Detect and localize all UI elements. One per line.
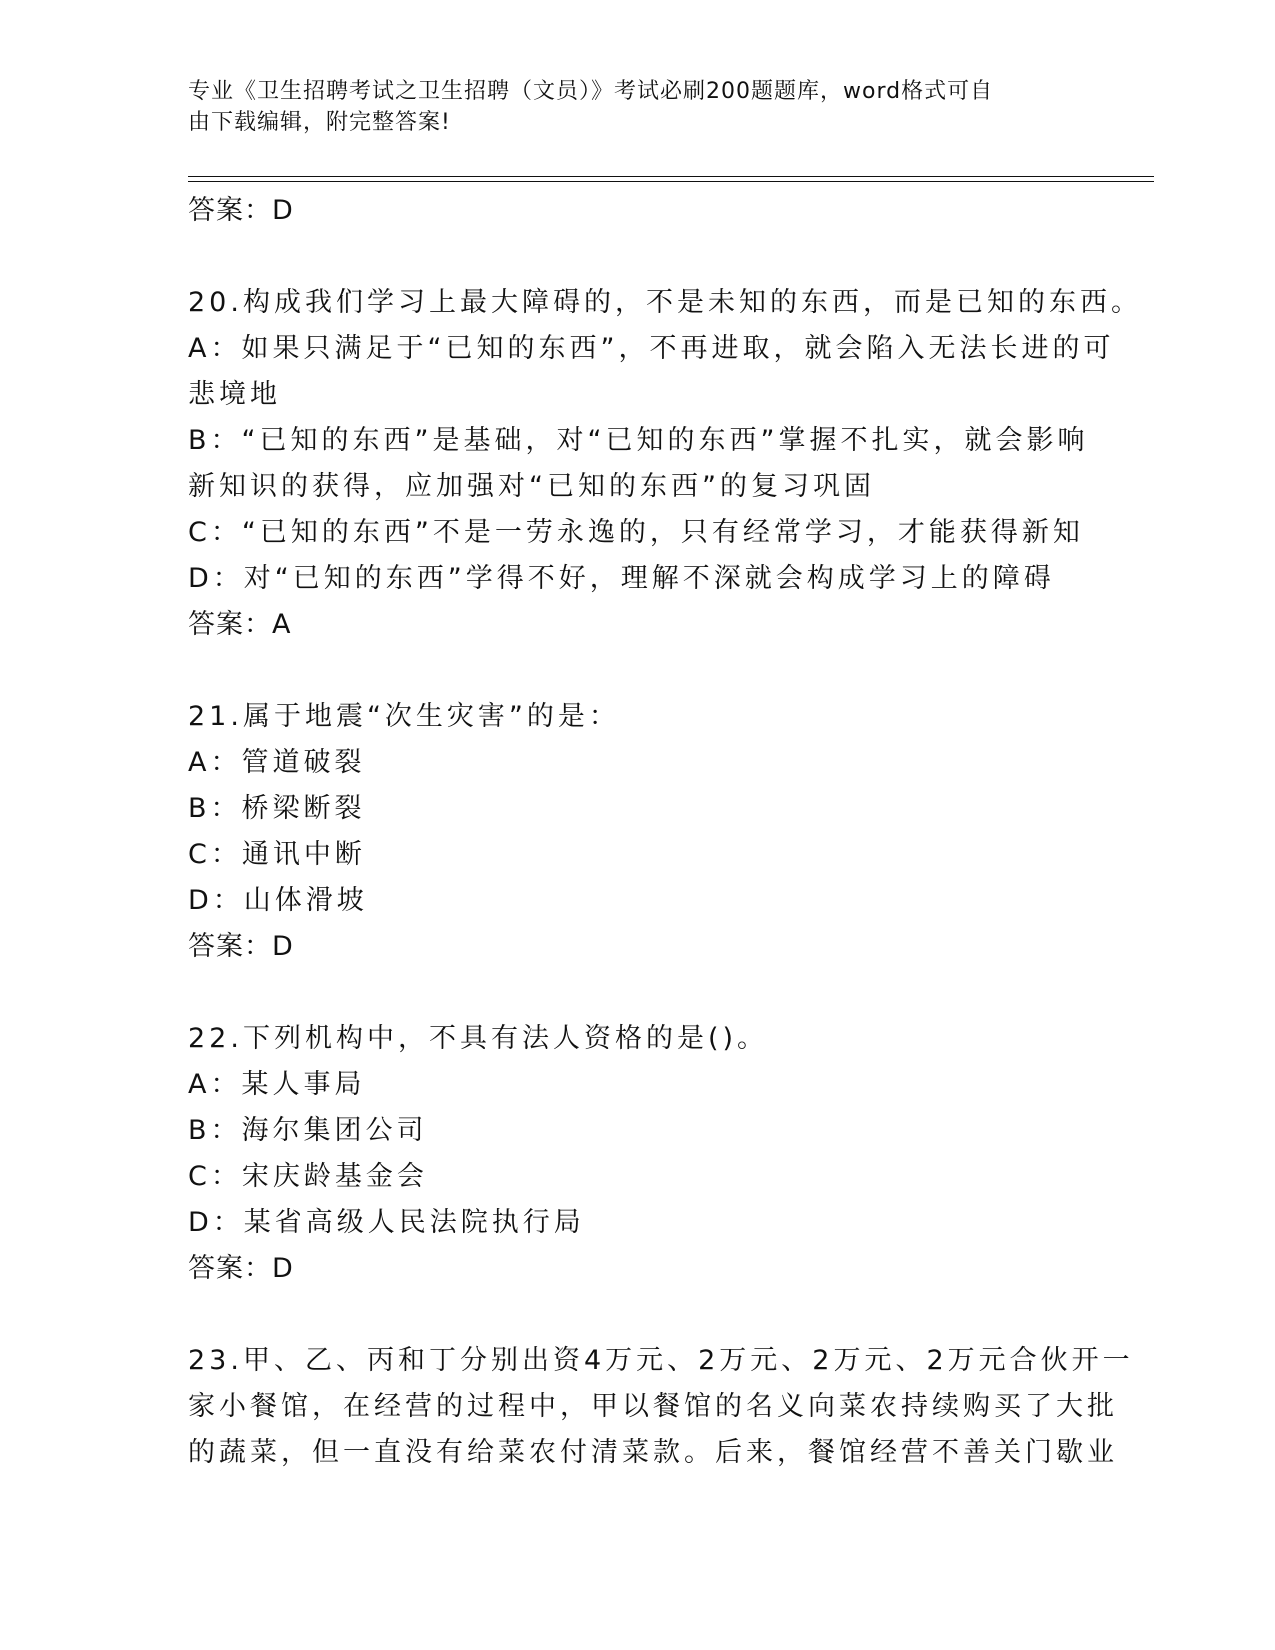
option-a: A：某人事局 [188,1069,366,1100]
question-23 [188,1338,1134,1476]
option-d: D：山体滑坡 [188,885,368,916]
spacer [188,1292,1088,1338]
option-d: D：某省高级人民法院执行局 [188,1207,585,1238]
header-divider-top [188,176,1154,177]
question-answer: 答案：D [188,931,294,962]
question-21 [188,694,1088,970]
option-b: B：海尔集团公司 [188,1115,428,1146]
header-title-line-2: 由下载编辑，附完整答案! [188,110,451,135]
header-divider-bottom [188,181,1154,182]
option-c: C：宋庆龄基金会 [188,1161,428,1192]
question-stem: 21.属于地震“次生灾害”的是： [188,701,620,732]
question-stem-line: 家小餐馆，在经营的过程中，甲以餐馆的名义向菜农持续购买了大批 [188,1391,1118,1422]
option-text: A：如果只满足于“已知的东西”，不再进取，就会陷入无法长进的可 [188,333,1115,364]
option-text: 悲境地 [188,379,281,410]
document-header [188,76,1088,138]
spacer [188,648,1088,694]
question-22 [188,1016,1088,1292]
question-answer: 答案：A [188,609,292,640]
option-b: B：桥梁断裂 [188,793,366,824]
question-stem: 20.构成我们学习上最大障碍的，不是未知的东西，而是已知的东西。 [188,287,1142,318]
option-a: A：管道破裂 [188,747,366,778]
option-text: B：“已知的东西”是基础，对“已知的东西”掌握不扎实，就会影响 [188,425,1089,456]
question-list [188,188,1142,1476]
option-c [188,510,1088,556]
option-a [188,326,1115,418]
option-text: 新知识的获得，应加强对“已知的东西”的复习巩固 [188,471,875,502]
option-d [188,556,1088,602]
option-c: C：通讯中断 [188,839,366,870]
option-text: C：“已知的东西”不是一劳永逸的，只有经常学习，才能获得新知 [188,517,1084,548]
question-stem: 22.下列机构中，不具有法人资格的是()。 [188,1023,769,1054]
question-20 [188,280,1142,648]
question-answer: 答案：D [188,1253,294,1284]
question-stem-line: 23.甲、乙、丙和丁分别出资4万元、2万元、2万元、2万元合伙开一 [188,1345,1134,1376]
spacer [188,970,1088,1016]
spacer [188,234,1088,280]
header-title-line-1: 专业《卫生招聘考试之卫生招聘（文员）》考试必刷200题题库，word格式可自 [188,79,994,104]
option-text: D：对“已知的东西”学得不好，理解不深就会构成学习上的障碍 [188,563,1055,594]
question-stem-line: 的蔬菜，但一直没有给菜农付清菜款。后来，餐馆经营不善关门歇业 [188,1437,1118,1468]
previous-answer: 答案：D [188,195,294,226]
option-b [188,418,1088,510]
